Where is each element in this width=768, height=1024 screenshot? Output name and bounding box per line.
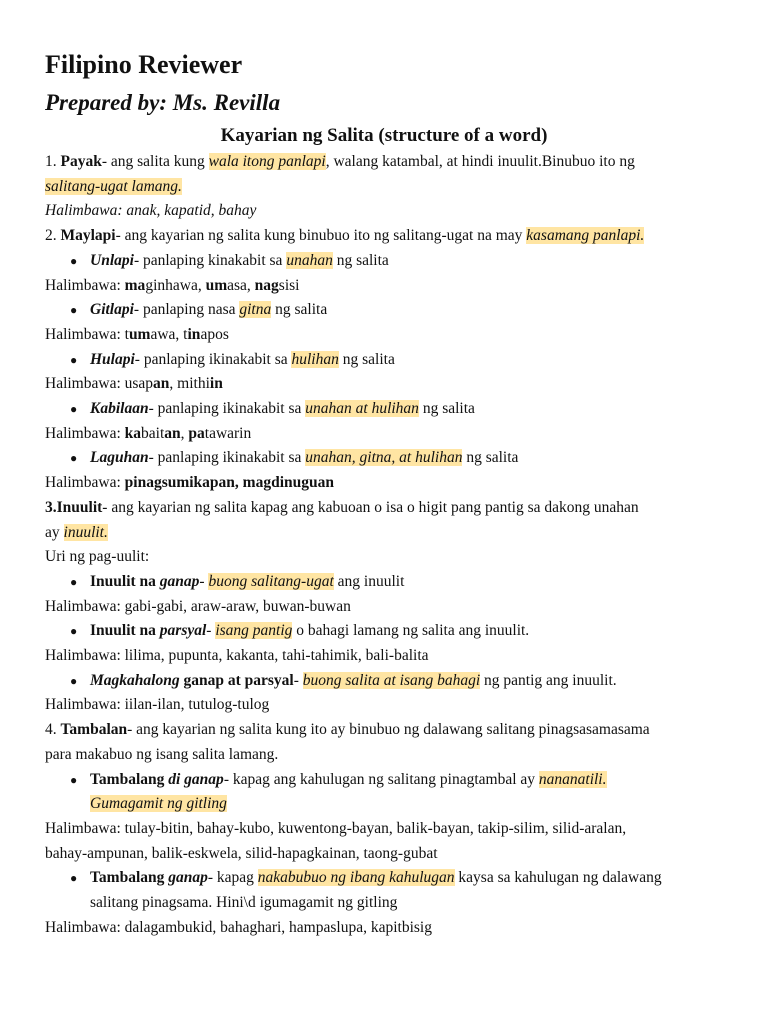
tambalang-ganap-cont: salitang pinagsama. Hini\d igumagamit ng gitling xyxy=(90,894,398,912)
tambalan-definition-cont: para makabuo ng isang salita lamang. xyxy=(45,745,279,763)
unlapi-example: Halimbawa: maginhawa, umasa, nagsisi xyxy=(45,276,300,294)
highlight: unahan, gitna, at hulihan xyxy=(305,449,463,467)
bullet-icon: ● xyxy=(70,402,78,417)
magkahalong-example: Halimbawa: iilan-ilan, tutulog-tulog xyxy=(45,696,270,714)
bullet-inuulit-parsyal: ● Inuulit na parsyal- isang pantig o bahagi lamang ng salita ang inuulit. xyxy=(45,619,735,644)
highlight: nananatili. xyxy=(538,770,607,788)
highlight: hulihan xyxy=(291,350,339,368)
bullet-icon: ● xyxy=(70,303,78,318)
di-ganap-example-cont: bahay-ampunan, balik-eskwela, silid-hapagkainan, taong-gubat xyxy=(45,844,438,862)
inuulit-definition-cont: ay inuulit. xyxy=(45,523,108,541)
highlight: unahan at hulihan xyxy=(305,400,419,418)
bullet-kabilaan: ● Kabilaan- panlaping ikinakabit sa unahan at hulihan ng salita xyxy=(45,397,735,422)
bullet-icon: ● xyxy=(70,871,78,886)
highlight: buong salita at isang bahagi xyxy=(302,671,481,689)
highlight: wala itong panlapi xyxy=(208,153,326,170)
highlight: salitang-ugat lamang. xyxy=(45,177,182,195)
bullet-icon: ● xyxy=(70,451,78,466)
tambalan-definition: 4. Tambalan- ang kayarian ng salita kung ito ay binubuo ng dalawang salitang pinagsasamasama xyxy=(45,721,650,739)
tambalang-ganap-example: Halimbawa: dalagambukid, bahaghari, hampaslupa, kapitbisig xyxy=(45,918,432,936)
inuulit-types-label: Uri ng pag-uulit: xyxy=(45,548,150,566)
bullet-icon: ● xyxy=(70,673,78,688)
highlight: inuulit. xyxy=(63,523,108,541)
payak-definition: 1. Payak- ang salita kung wala itong panlapi, walang katambal, at hindi inuulit.Binubuo ito ng xyxy=(45,153,635,170)
bullet-unlapi: ● Unlapi- panlaping kinakabit sa unahan ng salita xyxy=(45,249,735,274)
hulapi-example: Halimbawa: usapan, mithiin xyxy=(45,375,223,393)
payak-definition-cont xyxy=(45,175,735,200)
payak-example: Halimbawa: anak, kapatid, bahay xyxy=(45,202,257,220)
bullet-magkahalong: ● Magkahalong ganap at parsyal- buong salita at isang bahagi ng pantig ang inuulit. xyxy=(45,669,735,694)
highlight: buong salitang-ugat xyxy=(208,572,334,590)
bullet-gitlapi: ● Gitlapi- panlaping nasa gitna ng salita xyxy=(45,298,735,323)
document-body xyxy=(45,150,735,941)
gitlapi-example: Halimbawa: tumawa, tinapos xyxy=(45,325,229,343)
tambalang-di-ganap-cont xyxy=(45,792,735,817)
highlight: unahan xyxy=(286,251,333,269)
section-heading: Kayarian ng Salita (structure of a word) xyxy=(220,125,548,146)
bullet-icon: ● xyxy=(70,772,78,787)
highlight: gitna xyxy=(239,301,272,319)
bullet-inuulit-ganap: ● Inuulit na ganap- buong salitang-ugat ang inuulit xyxy=(45,570,735,595)
highlight: Gumagamit ng gitling xyxy=(90,795,227,813)
inuulit-definition: 3.Inuulit- ang kayarian ng salita kapag ang kabuoan o isa o higit pang pantig sa dakong unahan xyxy=(45,498,639,516)
kabilaan-example: Halimbawa: kabaitan, patawarin xyxy=(45,424,252,442)
bullet-hulapi: ● Hulapi- panlaping ikinakabit sa hulihan ng salita xyxy=(45,348,735,373)
ganap-example: Halimbawa: gabi-gabi, araw-araw, buwan-buwan xyxy=(45,597,351,615)
bullet-icon: ● xyxy=(70,624,78,639)
document-title: Filipino Reviewer xyxy=(45,50,243,79)
highlight: kasamang panlapi. xyxy=(526,227,645,245)
bullet-tambalang-ganap: ● Tambalang ganap- kapag nakabubuo ng ibang kahulugan kaysa sa kahulugan ng dalawang xyxy=(45,866,735,891)
maylapi-definition: 2. Maylapi- ang kayarian ng salita kung binubuo ito ng salitang-ugat na may kasamang panlapi. xyxy=(45,227,645,245)
di-ganap-example: Halimbawa: tulay-bitin, bahay-kubo, kuwentong-bayan, balik-bayan, takip-silim, silid-aralan, xyxy=(45,819,627,837)
bullet-icon: ● xyxy=(70,574,78,589)
bullet-laguhan: ● Laguhan- panlaping ikinakabit sa unahan, gitna, at hulihan ng salita xyxy=(45,446,735,471)
parsyal-example: Halimbawa: lilima, pupunta, kakanta, tahi-tahimik, bali-balita xyxy=(45,647,429,665)
highlight: isang pantig xyxy=(215,622,293,640)
document-subtitle: Prepared by: Ms. Revilla xyxy=(45,90,281,115)
laguhan-example: Halimbawa: pinagsumikapan, magdinuguan xyxy=(45,474,334,492)
bullet-icon: ● xyxy=(70,253,78,268)
bullet-tambalang-di-ganap: ● Tambalang di ganap- kapag ang kahulugan ng salitang pinagtambal ay nananatili. xyxy=(45,768,735,793)
bullet-icon: ● xyxy=(70,352,78,367)
highlight: nakabubuo ng ibang kahulugan xyxy=(257,869,455,887)
